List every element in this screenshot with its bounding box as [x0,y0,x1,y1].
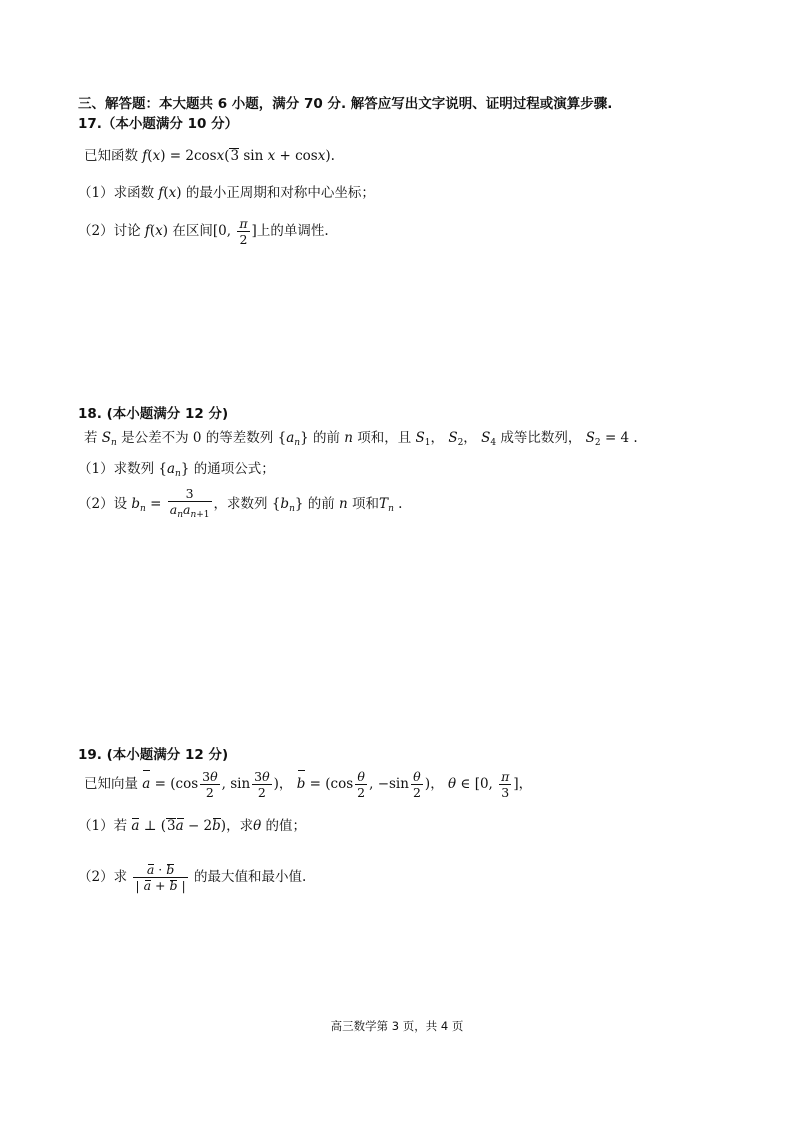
formula-fx-2: f(x) [144,223,169,239]
formula-vec-a: a = (cos $\frac{3\theta}{2}$ , sin $\frac{3\theta}{2}$ ) [142,769,279,800]
problem-18-part2: （2）设 $b_n$ = $\frac{3}{a_na_{n+1}}$ ，求数列 $\{b_n\}$ 的前 n 项和$T_n$ . [78,486,403,520]
page-footer: 高三数学第 3 页，共 4 页 [330,1019,464,1033]
formula-perp: a ⊥ (3a − 2b) [131,818,227,834]
problem-18-intro: 若 $S_n$ 是公差不为 0 的等差数列 $\{a_n\}$ 的前 n 项和，且 $S_1$， $S_2$， $S_4$ 成等比数列， $S_2 = 4$ . [84,430,638,448]
problem-19-intro: 已知向量 a = (cos $\frac{3\theta}{2}$ , sin $\frac{3\theta}{2}$ )， b = (cos $\frac{\theta}{2}$ , −sin $\frac{\theta}{2}$ )， θ ∈ [0, $\frac{\pi}{3}$ ]， [84,769,533,800]
formula-s2: $S_2 = 4$ . [585,430,638,448]
problem-17-part2: （2）讨论 f(x) 在区间[0, $\frac{\pi}{2}$ ]上的单调性. [78,216,329,247]
problem-19-part1: （1）若 a ⊥ (3a − 2b)，求θ 的值； [78,818,307,834]
formula-bn: $b_n$ = $\frac{3}{a_na_{n+1}}$ [131,486,210,520]
problem-19-part2: （2）求 $\frac{a \cdot b}{| a + b |}$ 的最大值和最小值. [78,862,307,893]
problem-19-title: 19. (本小题满分 12 分) [78,747,229,763]
formula-vec-b: b = (cos $\frac{\theta}{2}$ , −sin $\frac{\theta}{2}$ ) [296,769,431,800]
formula-ratio: $\frac{a \cdot b}{| a + b |}$ [135,862,186,893]
formula-fx: f(x) [158,185,182,201]
formula-theta-range: θ ∈ [0, $\frac{\pi}{3}$ ] [447,769,519,800]
formula-f17: f(x) = 2cosx(3 sin x + cosx) [142,148,331,164]
problem-18-title: 18. (本小题满分 12 分) [78,406,229,422]
problem-18-part1: （1）求数列 $\{a_n\}$ 的通项公式； [78,461,275,479]
problem-17-intro: 已知函数 f(x) = 2cosx(3 sin x + cosx). [84,148,335,164]
problem-17-part1: （1）求函数 f(x) 的最小正周期和对称中心坐标； [78,185,375,201]
formula-interval: [0, $\frac{\pi}{2}$ ] [212,216,257,247]
problem-17-title: 17.（本小题满分 10 分） [78,116,239,132]
section-header: 三、解答题：本大题共 6 小题，满分 70 分. 解答应写出文字说明、证明过程或演算步骤. [78,96,613,112]
